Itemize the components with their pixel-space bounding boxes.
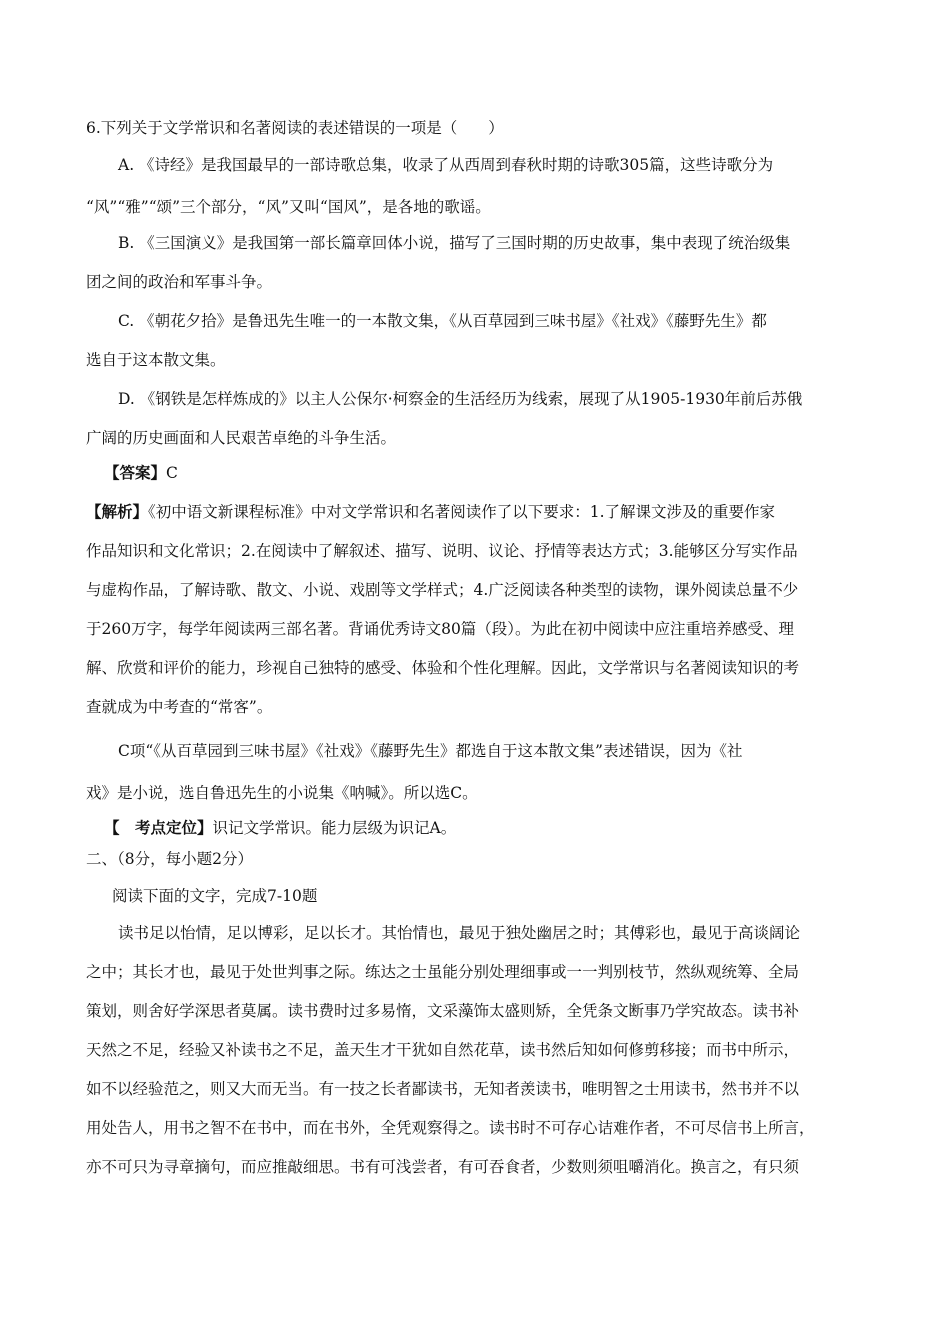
analysis-line-3: 与虚构作品，了解诗歌、散文、小说、戏剧等文学样式；4.广泛阅读各种类型的读物，课外阅读总量不少 [86, 581, 799, 599]
passage-line: 天然之不足，经验又补读书之不足，盖天生才干犹如自然花草，读书然后知如何修剪移接；而书中所示， [86, 1041, 800, 1059]
passage-line: 读书足以怡情，足以博彩，足以长才。其怡情也，最见于独处幽居之时；其傅彩也，最见于高谈阔论 [118, 924, 801, 942]
analysis-label: 【解析】 [86, 502, 149, 521]
kaodian [104, 818, 456, 838]
kaodian-label: 【 考点定位】 [104, 818, 213, 837]
option-b-line-1: B. 《三国演义》是我国第一部长篇章回体小说，描写了三国时期的历史故事，集中表现了统治级集 [118, 234, 791, 252]
passage-line: 如不以经验范之，则又大而无当。有一技之长者鄙读书，无知者羡读书，唯明智之士用读书，然书并不以 [86, 1080, 800, 1098]
section-2-instruction: 阅读下面的文字，完成7-10题 [112, 887, 318, 905]
answer-value: C [166, 464, 178, 482]
passage-line: 用处告人，用书之智不在书中，而在书外，全凭观察得之。读书时不可存心诘难作者，不可尽信书上所言， [86, 1119, 815, 1137]
option-a-line-2: “风”“雅”“颂”三个部分，“风”又叫“国风”，是各地的歌谣。 [86, 198, 491, 216]
option-c-line-1: C. 《朝花夕拾》是鲁迅先生唯一的一本散文集，《从百草园到三味书屋》《社戏》《藤野先生》都 [118, 312, 767, 330]
analysis-line-5: 解、欣赏和评价的能力，珍视自己独特的感受、体验和个性化理解。因此，文学常识与名著阅读知识的考 [86, 659, 800, 677]
answer [104, 463, 178, 483]
section-2-heading: 二、（8分，每小题2分） [86, 850, 253, 868]
question-stem: 6.下列关于文学常识和名著阅读的表述错误的一项是（ ） [86, 119, 504, 137]
option-d-line-2: 广阔的历史画面和人民艰苦卓绝的斗争生活。 [86, 429, 397, 447]
analysis-line-1: 【解析】《初中语文新课程标准》中对文学常识和名著阅读作了以下要求：1.了解课文涉及的重要作家 [86, 502, 776, 521]
analysis-line-6: 查就成为中考查的“常客”。 [86, 698, 273, 716]
option-a-line-1: A. 《诗经》是我国最早的一部诗歌总集，收录了从西周到春秋时期的诗歌305篇，这些诗歌分为 [118, 156, 774, 174]
analysis-line-2: 作品知识和文化常识；2.在阅读中了解叙述、描写、说明、议论、抒情等表达方式；3.能够区分写实作品 [86, 542, 798, 560]
option-d-line-1: D. 《钢铁是怎样炼成的》以主人公保尔·柯察金的生活经历为线索，展现了从1905-1930年前后苏俄 [118, 390, 803, 408]
kaodian-text: 识记文学常识。能力层级为识记A。 [212, 819, 457, 837]
passage-line: 策划，则舍好学深思者莫属。读书费时过多易惰，文采藻饰太盛则矫，全凭条文断事乃学究故态。读书补 [86, 1002, 800, 1020]
answer-label: 【答案】 [104, 463, 167, 482]
option-b-line-2: 团之间的政治和军事斗争。 [86, 273, 273, 291]
analysis-line-8: 戏》是小说，选自鲁迅先生的小说集《呐喊》。所以选C。 [86, 784, 478, 802]
passage-line: 亦不可只为寻章摘句，而应推敲细思。书有可浅尝者，有可吞食者，少数则须咀嚼消化。换言之，有只须 [86, 1158, 800, 1176]
analysis-line-7: C项“《从百草园到三味书屋》《社戏》《藤野先生》都选自于这本散文集”表述错误，因为《社 [118, 742, 743, 760]
passage-line: 之中；其长才也，最见于处世判事之际。练达之士虽能分别处理细事或一一判别枝节，然纵观统筹、全局 [86, 963, 800, 981]
analysis-line-4: 于260万字，每学年阅读两三部名著。背诵优秀诗文80篇（段）。为此在初中阅读中应注重培养感受、理 [86, 620, 795, 638]
option-c-line-2: 选自于这本散文集。 [86, 351, 226, 369]
